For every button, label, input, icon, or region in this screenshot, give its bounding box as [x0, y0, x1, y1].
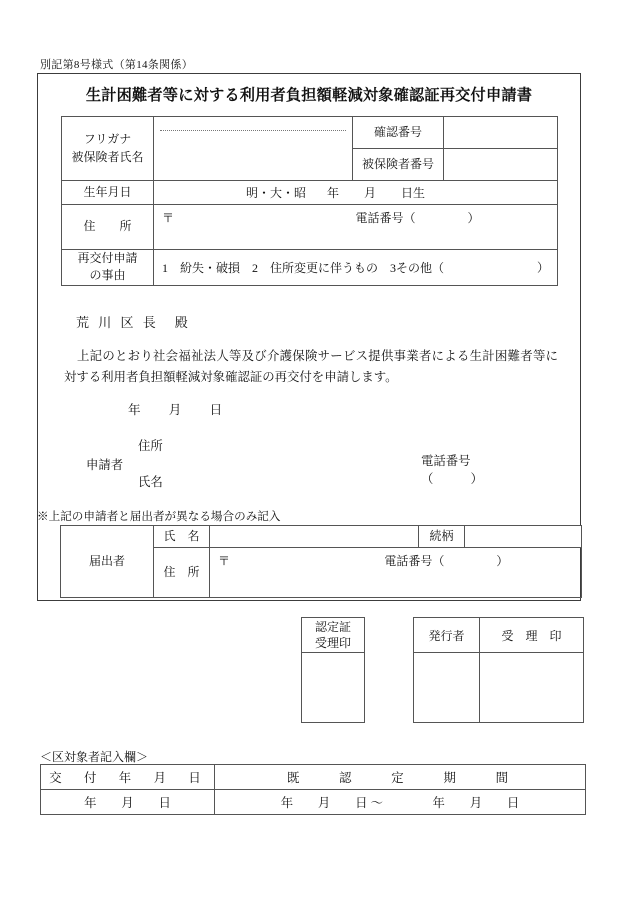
- telephone-close-paren: ）: [467, 211, 480, 225]
- document-title: 生計困難者等に対する利用者負担額軽減対象確認証再交付申請書: [85, 87, 533, 104]
- insured-name-label-cell: [62, 117, 154, 181]
- address-telephone-field[interactable]: [356, 209, 480, 226]
- issuer-header-row: [414, 618, 584, 653]
- confirm-number-input-cell[interactable]: [444, 117, 558, 149]
- table-row-admin-values: [41, 790, 586, 815]
- reason-options-cell[interactable]: [154, 250, 558, 286]
- notifier-address-input-cell[interactable]: [210, 548, 582, 598]
- certificate-receipt-stamp-area[interactable]: [302, 653, 365, 723]
- address-label-cell: 住 所: [62, 205, 154, 250]
- reason-close-paren: ）: [536, 260, 549, 275]
- notifier-name-input-cell[interactable]: [210, 526, 419, 548]
- notifier-telephone-field[interactable]: [384, 552, 508, 569]
- birthdate-input-cell[interactable]: [154, 181, 558, 205]
- table-row-notifier-name: [61, 526, 582, 548]
- certificate-receipt-seal-box: [301, 617, 365, 723]
- notifier-telephone-label: 電話番号（: [384, 554, 445, 568]
- notifier-telephone-close-paren: ）: [496, 554, 509, 568]
- insured-name-input-cell[interactable]: [154, 117, 353, 181]
- issuer-receipt-seal-box: [413, 617, 584, 723]
- certificate-receipt-label-cell: [302, 618, 365, 653]
- certified-period-header: 既 認 定 期 間: [215, 765, 586, 790]
- table-row-name: [62, 117, 558, 149]
- notifier-relation-label-cell: 続柄: [419, 526, 465, 548]
- birthdate-label-cell: 生年月日: [62, 181, 154, 205]
- furigana-dotted-line: [160, 130, 346, 131]
- receipt-seal-label-cell: 受 理 印: [480, 618, 584, 653]
- era-options: 明・大・昭: [246, 186, 307, 200]
- day-label: 日生: [401, 186, 426, 200]
- insured-number-input-cell[interactable]: [444, 149, 558, 181]
- applicant-address-row[interactable]: [138, 436, 163, 454]
- applicant-label: 申請者: [86, 458, 124, 472]
- telephone-label: 電話番号（: [355, 211, 416, 225]
- issue-date-header: 交 付 年 月 日: [41, 765, 215, 790]
- issuer-stamp-area[interactable]: [414, 653, 480, 723]
- addressee-line: 荒 川 区 長 殿: [76, 315, 191, 330]
- applicant-telephone-label: 電話番号: [421, 454, 471, 468]
- certified-period-value-cell[interactable]: 年 月 日 ～ 年 月 日: [215, 790, 586, 815]
- confirm-number-label-cell: 確認番号: [353, 117, 444, 149]
- issue-date-value-cell[interactable]: 年 月 日: [41, 790, 215, 815]
- applicant-address-label: 住所: [138, 439, 163, 453]
- seal-body-row: [302, 653, 365, 723]
- year-label: 年: [327, 186, 340, 200]
- application-statement: 上記のとおり社会福祉法人等及び介護保険サービス提供事業者による生計困難者等に対する利用者負担額軽減対象確認証の再交付を申請します。: [64, 349, 558, 385]
- issuer-body-row: [414, 653, 584, 723]
- furigana-label: フリガナ: [83, 132, 132, 147]
- issuer-label-cell: 発行者: [414, 618, 480, 653]
- admin-section-table: [40, 764, 586, 815]
- certificate-receipt-label-line1: 認定証: [314, 619, 351, 634]
- postal-mark-icon: 〒: [162, 211, 175, 225]
- notifier-label-cell: 届出者: [61, 526, 154, 598]
- applicant-info-table: [61, 116, 558, 286]
- certificate-receipt-label-line2: 受理印: [314, 636, 351, 650]
- admin-section-title: ＜区対象者記入欄＞: [40, 750, 149, 764]
- notifier-table: [60, 525, 582, 598]
- notifier-name-label-cell: 氏 名: [154, 526, 210, 548]
- notifier-postal-mark-icon: 〒: [218, 554, 231, 568]
- table-row-admin-header: [41, 765, 586, 790]
- reason-label-line2: の事由: [89, 268, 126, 283]
- month-label: 月: [364, 186, 377, 200]
- insured-number-label-cell: 被保険者番号: [353, 149, 444, 181]
- reason-options-text: 1 紛失・破損 2 住所変更に伴うもの 3その他（: [162, 260, 445, 275]
- insured-name-value: [154, 141, 162, 155]
- reason-label-cell: [62, 250, 154, 286]
- receipt-stamp-area[interactable]: [480, 653, 584, 723]
- table-row-reason: [62, 250, 558, 286]
- birthdate-fields: [154, 184, 557, 201]
- applicant-name-label: 氏名: [138, 475, 163, 489]
- notifier-note: ※上記の申請者と届出者が異なる場合のみ記入: [37, 510, 281, 523]
- applicant-telephone-paren: （ ）: [421, 471, 483, 486]
- notifier-address-label-cell: 住 所: [154, 548, 210, 598]
- reason-label-line1: 再交付申請: [77, 251, 138, 265]
- insured-name-label: 被保険者氏名: [71, 149, 144, 164]
- submission-date-line[interactable]: 年 月 日: [128, 403, 224, 417]
- address-input-cell[interactable]: [154, 205, 558, 250]
- form-number-label: 別記第8号様式（第14条関係）: [40, 59, 193, 71]
- table-row-address: [62, 205, 558, 250]
- notifier-relation-input-cell[interactable]: [465, 526, 582, 548]
- applicant-name-row[interactable]: [138, 472, 163, 490]
- applicant-telephone-block[interactable]: [421, 453, 483, 489]
- table-row-birthdate: [62, 181, 558, 205]
- seal-header-row: [302, 618, 365, 653]
